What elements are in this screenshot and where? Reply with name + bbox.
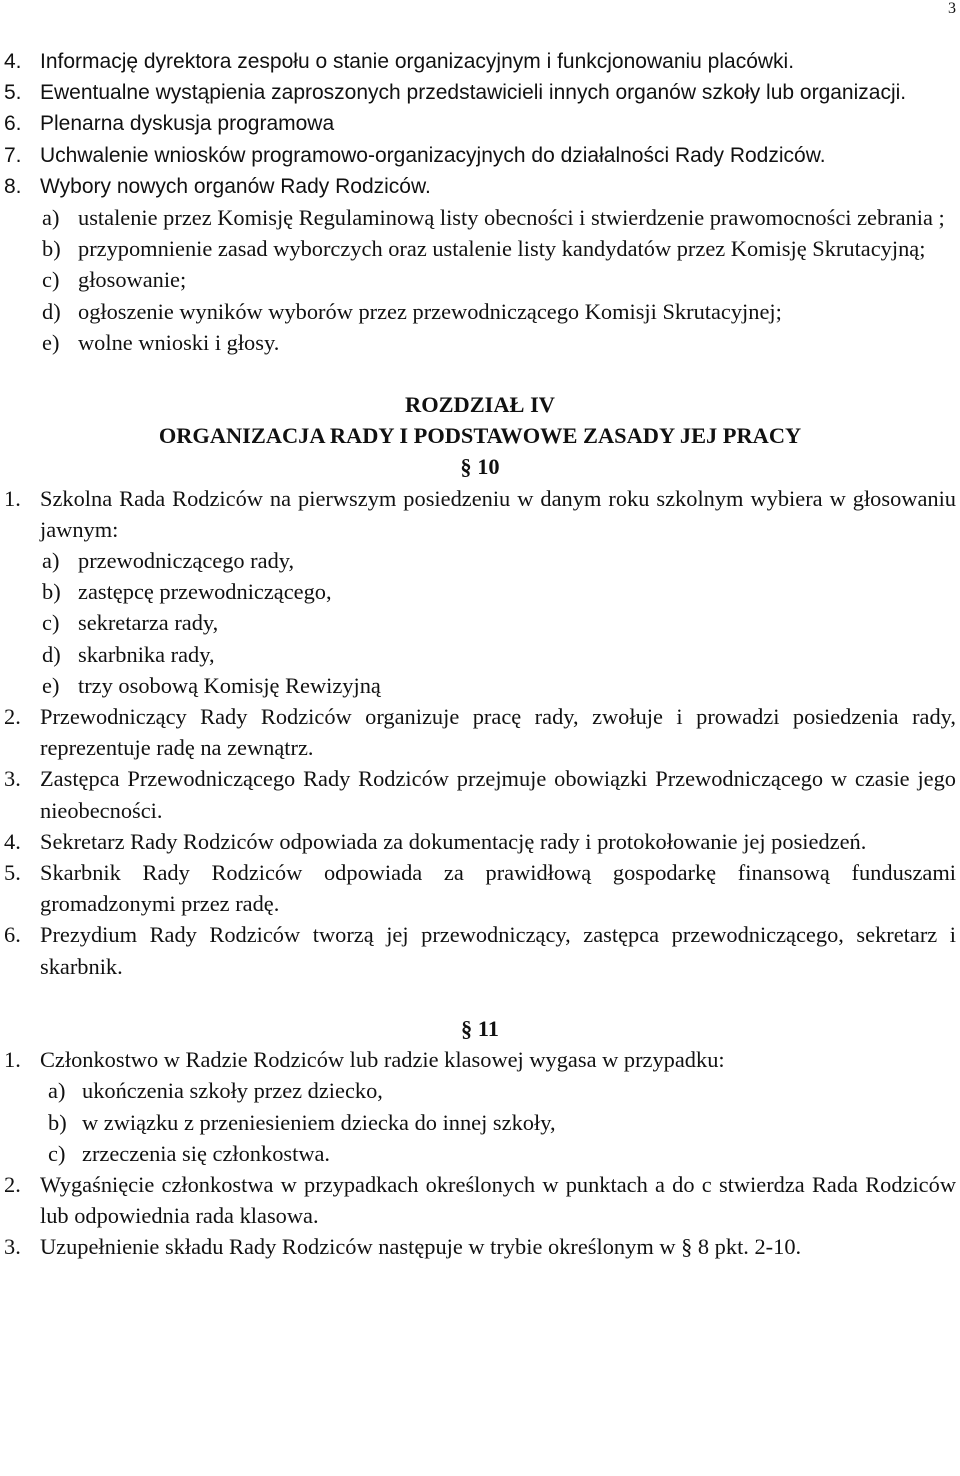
list-item — [4, 1044, 956, 1075]
sub-item-letter: b) — [42, 579, 61, 605]
sub-item-text: głosowanie; — [78, 267, 187, 293]
sub-item — [4, 607, 956, 638]
sub-item-text: przypomnienie zasad wyborczych oraz ustalenie listy kandydatów przez Komisję Skrutacyjną; — [78, 236, 926, 262]
sub-item-text: ukończenia szkoły przez dziecko, — [82, 1078, 383, 1104]
sub-item — [4, 639, 956, 670]
item-number: 7. — [4, 143, 22, 167]
item-number: 1. — [4, 485, 21, 511]
sub-item — [4, 202, 956, 233]
sub-item — [4, 576, 956, 607]
sub-item-letter: e) — [42, 672, 60, 698]
sub-item-text: w związku z przeniesieniem dziecka do innej szkoły, — [82, 1109, 556, 1135]
item-number: 1. — [4, 1047, 21, 1073]
sub-item-text: ustalenie przez Komisję Regulaminową listy obecności i stwierdzenie prawomocności zebrania ; — [78, 205, 945, 231]
item-text: Informację dyrektora zespołu o stanie organizacyjnym i funkcjonowaniu placówki. — [40, 50, 795, 73]
list-item — [4, 108, 956, 139]
item-number: 2. — [4, 1171, 21, 1197]
list-item — [4, 1169, 956, 1231]
sub-item-letter: e) — [42, 329, 60, 355]
list-item — [4, 171, 956, 202]
spacer — [4, 358, 956, 389]
sub-item — [4, 296, 956, 327]
item-text: Ewentualne wystąpienia zaproszonych przedstawicieli innych organów szkoły lub organizacji. — [40, 81, 907, 105]
sub-item-text: trzy osobową Komisję Rewizyjną — [78, 672, 381, 698]
item-text: Wybory nowych organów Rady Rodziców. — [40, 174, 431, 198]
sub-item — [4, 327, 956, 358]
page-content — [4, 46, 956, 1263]
list-item — [4, 919, 956, 981]
item-text: Plenarna dyskusja programowa — [40, 112, 335, 136]
sub-item-letter: b) — [42, 236, 61, 262]
sub-item-letter: a) — [42, 548, 60, 574]
sub-item-letter: d) — [42, 641, 61, 667]
sub-item-letter: b) — [48, 1109, 67, 1135]
section-mark: § 10 — [460, 454, 500, 480]
chapter-title: ORGANIZACJA RADY I PODSTAWOWE ZASADY JEJ PRACY — [158, 423, 802, 449]
item-text: Szkolna Rada Rodziców na pierwszym posiedzeniu w danym roku szkolnym wybiera w głosowaniu jawnym: — [40, 485, 956, 542]
chapter-number: ROZDZIAŁ IV — [405, 392, 555, 418]
list-item — [4, 140, 956, 171]
item-number: 2. — [4, 704, 21, 730]
list-item — [4, 701, 956, 763]
sub-item — [4, 1075, 956, 1106]
page-number: 3 — [948, 0, 956, 17]
item-text: Wygaśnięcie członkostwa w przypadkach określonych w punktach a do c stwierdza Rada Rodziców lub odpowiednia rada klasowa. — [40, 1171, 956, 1229]
sub-item-letter: c) — [48, 1140, 66, 1166]
item-text: Zastępca Przewodniczącego Rady Rodziców przejmuje obowiązki Przewodniczącego w czasie jego nieobecności. — [40, 766, 956, 823]
item-text: Przewodniczący Rady Rodziców organizuje pracę rady, zwołuje i prowadzi posiedzenia rady, reprezentuje radę na zewnątrz. — [40, 704, 956, 761]
sub-item-letter: a) — [48, 1078, 66, 1104]
item-number: 5. — [4, 860, 21, 886]
list-item — [4, 77, 956, 108]
sub-item-text: wolne wnioski i głosy. — [78, 329, 280, 355]
list-item — [4, 763, 956, 825]
item-text: Członkostwo w Radzie Rodziców lub radzie klasowej wygasa w przypadku: — [40, 1047, 725, 1073]
item-number: 8. — [4, 174, 22, 198]
sub-item-letter: a) — [42, 205, 60, 231]
sub-item-text: zrzeczenia się członkostwa. — [82, 1140, 331, 1166]
section-mark: § 11 — [461, 1015, 499, 1041]
sub-item — [4, 670, 956, 701]
sub-item-text: skarbnika rady, — [78, 641, 215, 667]
item-number: 6. — [4, 112, 22, 136]
sub-item-letter: c) — [42, 610, 60, 636]
item-number: 5. — [4, 81, 22, 105]
item-number: 6. — [4, 922, 21, 948]
list-item — [4, 483, 956, 545]
sub-item — [4, 1138, 956, 1169]
sub-item-text: przewodniczącego rady, — [78, 548, 295, 574]
item-number: 4. — [4, 828, 21, 854]
list-item — [4, 857, 956, 919]
sub-item — [4, 1107, 956, 1138]
sub-item-letter: d) — [42, 298, 61, 324]
sub-item — [4, 264, 956, 295]
sub-item-letter: c) — [42, 267, 60, 293]
spacer — [4, 982, 956, 1013]
item-number: 3. — [4, 766, 21, 792]
sub-item-text: zastępcę przewodniczącego, — [78, 579, 332, 605]
sub-item-text: sekretarza rady, — [78, 610, 219, 636]
list-item — [4, 46, 956, 77]
item-text: Uzupełnienie składu Rady Rodziców następuje w trybie określonym w § 8 pkt. 2-10. — [40, 1234, 802, 1260]
item-number: 3. — [4, 1234, 21, 1260]
sub-item — [4, 233, 956, 264]
list-item — [4, 826, 956, 857]
sub-item — [4, 545, 956, 576]
item-text: Skarbnik Rady Rodziców odpowiada za prawidłową gospodarkę finansową funduszami gromadzonymi przez radę. — [40, 860, 956, 917]
item-text: Sekretarz Rady Rodziców odpowiada za dokumentację rady i protokołowanie jej posiedzeń. — [40, 828, 867, 854]
item-text: Uchwalenie wniosków programowo-organizacyjnych do działalności Rady Rodziców. — [40, 143, 826, 167]
item-number: 4. — [4, 50, 22, 73]
list-item — [4, 1231, 956, 1262]
item-text: Prezydium Rady Rodziców tworzą jej przewodniczący, zastępca przewodniczącego, sekretarz i skarbnik. — [40, 922, 956, 979]
sub-item-text: ogłoszenie wyników wyborów przez przewodniczącego Komisji Skrutacyjnej; — [78, 298, 782, 324]
